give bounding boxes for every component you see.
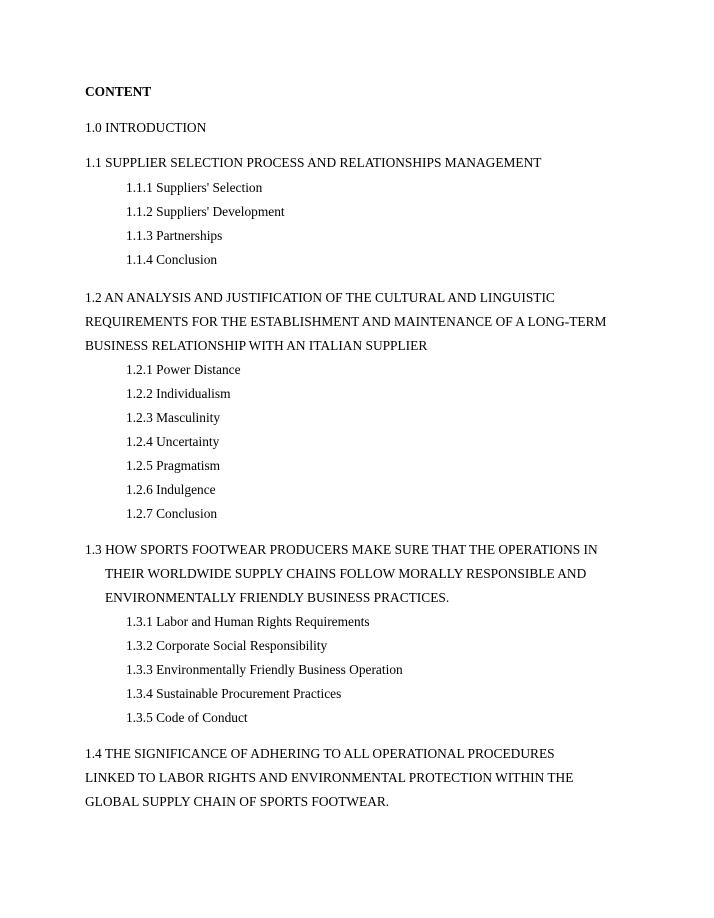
toc-section-1-2-heading-line-3: BUSINESS RELATIONSHIP WITH AN ITALIAN SUPPLIER (85, 338, 428, 353)
toc-section-1-3-heading-line-3: ENVIRONMENTALLY FRIENDLY BUSINESS PRACTICES. (105, 590, 450, 605)
toc-entry-1-3-3: 1.3.3 Environmentally Friendly Business Operation (126, 662, 403, 677)
toc-entry-1-2-3: 1.2.3 Masculinity (126, 410, 221, 425)
toc-entry-1-2-5: 1.2.5 Pragmatism (126, 458, 221, 473)
toc-entry-1-3-1: 1.3.1 Labor and Human Rights Requirements (126, 614, 370, 629)
toc-entry-1-2-1: 1.2.1 Power Distance (126, 362, 241, 377)
toc-entry-introduction: 1.0 INTRODUCTION (85, 120, 207, 135)
toc-entry-1-1-4: 1.1.4 Conclusion (126, 252, 218, 267)
toc-section-1-2-heading-line-2: REQUIREMENTS FOR THE ESTABLISHMENT AND MAINTENANCE OF A LONG-TERM (85, 314, 607, 329)
toc-entry-1-1-1: 1.1.1 Suppliers' Selection (126, 180, 263, 195)
toc-section-1-1-heading: 1.1 SUPPLIER SELECTION PROCESS AND RELATIONSHIPS MANAGEMENT (85, 155, 542, 170)
toc-entry-1-3-5: 1.3.5 Code of Conduct (126, 710, 248, 725)
toc-entry-1-1-2: 1.1.2 Suppliers' Development (126, 204, 285, 219)
toc-title: CONTENT (85, 84, 152, 99)
toc-entry-1-2-4: 1.2.4 Uncertainty (126, 434, 220, 449)
toc-section-1-4-heading-line-2: LINKED TO LABOR RIGHTS AND ENVIRONMENTAL PROTECTION WITHIN THE (85, 770, 574, 785)
toc-entry-1-2-6: 1.2.6 Indulgence (126, 482, 216, 497)
toc-section-1-4-heading-line-3: GLOBAL SUPPLY CHAIN OF SPORTS FOOTWEAR. (85, 794, 390, 809)
toc-entry-1-3-4: 1.3.4 Sustainable Procurement Practices (126, 686, 342, 701)
toc-entry-1-2-7: 1.2.7 Conclusion (126, 506, 218, 521)
toc-section-1-4-heading-line-1: 1.4 THE SIGNIFICANCE OF ADHERING TO ALL OPERATIONAL PROCEDURES (85, 746, 555, 761)
toc-entry-1-3-2: 1.3.2 Corporate Social Responsibility (126, 638, 328, 653)
toc-section-1-2-heading-line-1: 1.2 AN ANALYSIS AND JUSTIFICATION OF THE CULTURAL AND LINGUISTIC (85, 290, 555, 305)
toc-section-1-3-heading-line-2: THEIR WORLDWIDE SUPPLY CHAINS FOLLOW MORALLY RESPONSIBLE AND (105, 566, 587, 581)
toc-entry-1-2-2: 1.2.2 Individualism (126, 386, 231, 401)
toc-entry-1-1-3: 1.1.3 Partnerships (126, 228, 223, 243)
toc-section-1-3-heading-line-1: 1.3 HOW SPORTS FOOTWEAR PRODUCERS MAKE SURE THAT THE OPERATIONS IN (85, 542, 598, 557)
